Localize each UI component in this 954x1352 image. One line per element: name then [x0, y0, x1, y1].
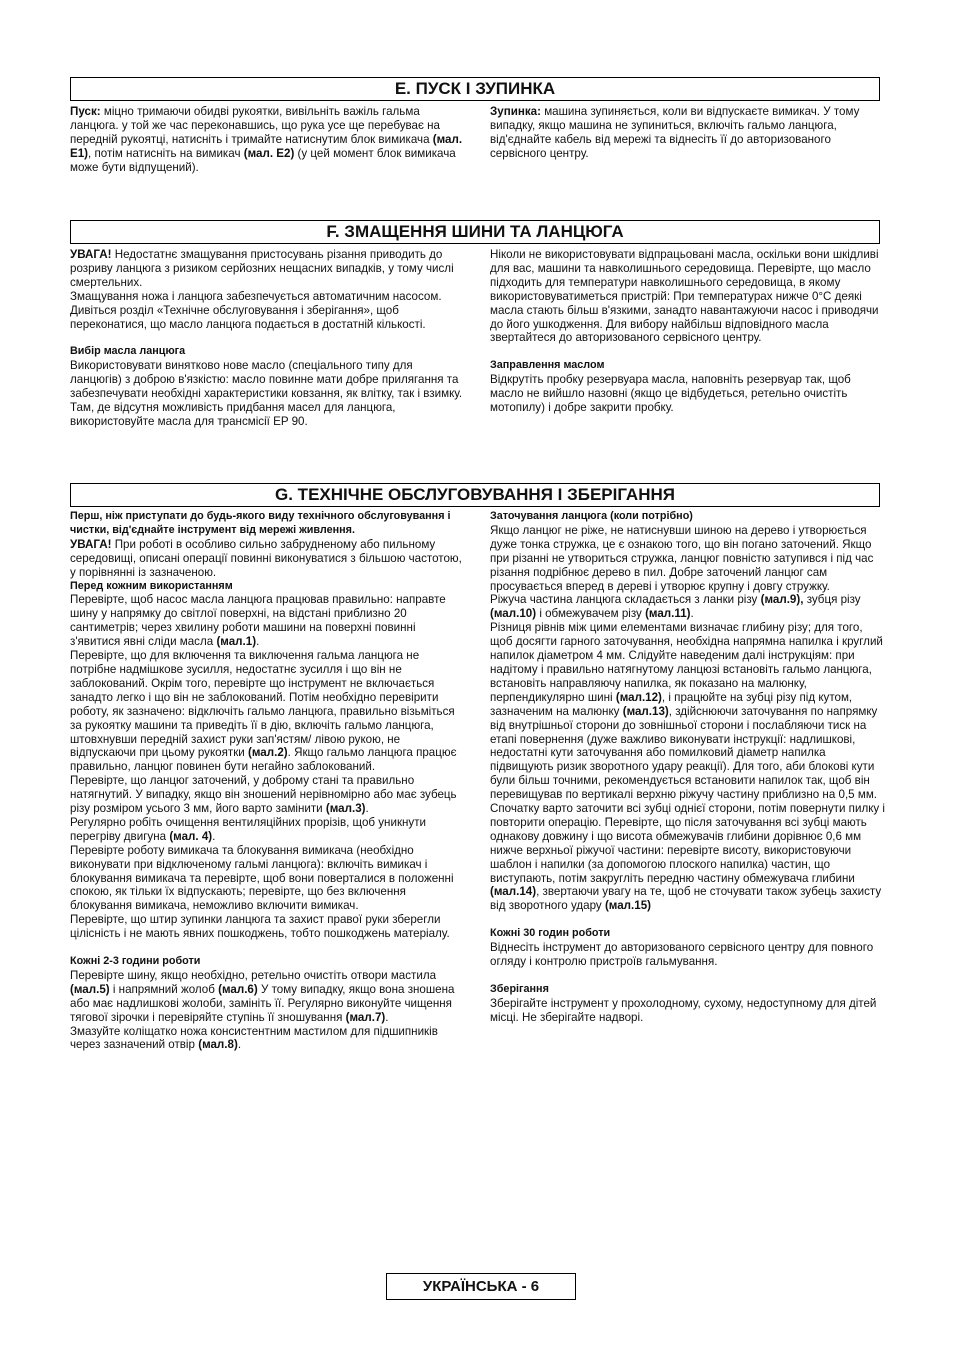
lubrication-auto: Змащування ножа i ланцюга забезпечується автоматичним насосом. — [70, 289, 442, 303]
before-each-use-heading: Перед кожним використанням — [70, 579, 233, 592]
check-bar: Перевiрте шину, якщо необхiдно, ретельно очистiть отвори мастила (мал.5) i напрямний жолоб (мал.6) У тому випадку, якщо вона зношена або має надлишковi жолоби, замiнiть її. Регулярно виконуйте чищення тягової зiрочки i перевiряйте ступiнь її зношування (мал.7). — [70, 968, 455, 1024]
section-f-title: F. ЗМАЩЕННЯ ШИНИ ТА ЛАНЦЮГА — [70, 220, 880, 244]
grease-sprocket: Змазуйте колiщатко ножа консистентним мастилом для пiдшипникiв через зазначений отвiр (мал.8). — [70, 1024, 438, 1052]
section-f-right — [490, 248, 885, 415]
every-30-hours-heading: Кожнi 30 годин роботи — [490, 927, 611, 940]
section-e-title: E. ПУСК І ЗУПИНКА — [70, 77, 880, 101]
lubrication-see-section: Дивiться роздiл «Технiчне обслуговування i зберiгання», щоб переконатися, що масло ланцюга подається в достатнiй кiлькостi. — [70, 303, 426, 331]
sharpening-intro: Якщо ланцюг не рiже, не натиснувши шиною на дерево i утворюється дуже тонка стружка, це є ознакою того, що вiн погано заточений. Якщо при рiзаннi не утвориться стружка, ланцюг повнiстю затупився i пiд час рiзання подрiбнює дерево в пил. Добре заточений ланцюг сам просувається вперед в деревi i утворює крупну i довгу стружку. — [490, 523, 874, 593]
check-chain-sharp: Перевiрте, що ланцюг заточений, у доброму станi та правильно натягнутий. У випадку, якщо вiн зношений нерiвномiрно або має зубець рiзу розмiром усього 3 мм, його варто замiнити (мал.3). — [70, 774, 457, 816]
used-oil-warning: Нiколи не використовувати вiдпрацьованi масла, оскiльки вони шкiдливi для вас, машини та навколишнього середовища. Перевiрте, що масло пiдходить для температури навколишнього середовища, в якому використовуватиметься пристрiй: При температурах нижче 0°C деякi масла стають бiльш в'язкими, занадто навантажуючи насос i приводячи до його ушкодження. Для вибору найбiльш вiдповiдного масла звертайтеся до авторизованого сервiсного центру. — [490, 248, 879, 345]
check-oil-pump: Перевiрте, щоб насос масла ланцюга працював правильно: направте шину у напрямку до свiтлої поверхнi, на вiдстанi приблизно 20 сантиметрiв; через хвилину роботи машини на поверхнi повиннi з'явитися явнi слiди масла (мал.1). — [70, 593, 446, 649]
check-catcher: Перевiрте, що штир зупинки ланцюга та захист правої руки зберегли цiлiснiсть i не мають явних пошкоджень, тобто пошкоджень матерiалу. — [70, 913, 450, 941]
stop-paragraph: Зупинка: машина зупиняється, коли ви вiдпускаєте вимикач. У тому випадку, якщо машина не зупиниться, включiть гальмо ланцюга, вiд'єднайте кабель вiд мережi та вiднесiть її до авторизованого сервiсного центру. — [490, 105, 860, 160]
maintenance-intro: Перш, нiж приступати до будь-якого виду технiчного обслуговування i чистки, вiд'єднайте iнструмент вiд мережi живлення. — [70, 510, 451, 536]
section-e-left — [70, 105, 465, 175]
sharpening-instructions: Рiзниця рiвнiв мiж цими елементами визначає глибину рiзу; для того, щоб досягти гарного заточування, необхiдна напрямна напилка i круглий напилок дiаметром 4 мм. Слiдуйте наведеним далi iнструкцiям: при надiтому i правильно натягнутому ланцюзi встановiть гальмо ланцюга, встановiть направляючу напилка, як показано на малюнку, перпендикулярно шинi (мал.12), i працюйте на зубцi рiзу пiд кутом, зазначеним на малюнку (мал.13), здiйснюючи заточування по напрямку вiд внутрiшньої сторони до зовнiшньої сторони i послабляючи тиск на етапi повернення (дуже важливо виконувати iнструкцiї: надлишковi, недостатнi кути заточування або помилковий дiаметр напилка пiдвищують ризик зворотного удару реакцiї). Для того, аби блоковi кути були бiльш точними, рекомендується встановити напилок так, щоб вiн перевищував по вертикалi верхню рiжучу частину приблизно на 0,5 мм. Спочатку варто заточити всi зубцi однiєї сторони, потiм повернути пилку i повторити операцiю. Перевiрте, що пiсля заточування всi зубцi мають однакову довжину i що висота обмежувачiв глибини дорiвнює 0,6 мм нижче верхньої рiжучої частини: перевiрте висоту, використовуючи шаблон i напилки (за допомогою плоского напилка) частин, що виступають, потiм закруглiть передню частину обмежувача глибини (мал.14), звертаючи увагу на те, щоб не сточувати також зубець захисту вiд зворотного удару (мал.15) — [490, 621, 886, 913]
oil-choice-heading: Вибiр масла ланцюга — [70, 345, 186, 358]
section-g-title: G. ТЕХНIЧНЕ ОБСЛУГОВУВАННЯ I ЗБЕРIГАННЯ — [70, 483, 880, 507]
oil-choice-text: Використовувати винятково нове масло (спецiального типу для ланцюгiв) з доброю в'язкiстю: масло повинне мати добре прилягання та забезпечувати необхiднi характеристики ковзання, як влiтку, так i взимку. Там, де вiдсутня можливiсть придбання масел для ланцюга, використовуйте масла для трансмiсiї EP 90. — [70, 359, 463, 428]
every-2-3-hours-heading: Кожнi 2-3 години роботи — [70, 954, 201, 967]
lubrication-warning: УВАГА! Недостатнє змащування пристосувань рiзання приводить до розриву ланцюга з ризиком серйозних нещасних випадкiв, у тому числi смертельних. — [70, 248, 454, 289]
section-f-left — [70, 248, 465, 429]
storage-text: Зберiгайте iнструмент у прохолодному, сухому, недоступному для дiтей мiсцi. Не зберiгайте надворi. — [490, 996, 877, 1024]
check-switch: Перевiрте роботу вимикача та блокування вимикача (необхiдно виконувати при вiдключеному гальмi ланцюга): включiть вимикач i блокування вимикача та перевiрте, щоб вони поверталися в положеннi спокою, як тiльки їх вiдпускають; перевiрте, що без включення блокування вимикача, неможливо включити вимикач. — [70, 843, 454, 913]
oil-filling-heading: Заправлення маслом — [490, 359, 605, 372]
section-g-left — [70, 510, 465, 1052]
maintenance-warning: УВАГА! При роботi в особливо сильно забрудненому або пильному середовищi, описанi операцiї повиннi виконуватися з бiльшою частотою, у порiвняннi iз зазначеною. — [70, 537, 462, 579]
oil-filling-text: Вiдкрутiть пробку резервуара масла, наповнiть резервуар так, щоб масло не вийшло назовнi (якщо це вiдбудеться, ретельно очистiть мотопилу) i добре закрити пробку. — [490, 373, 851, 414]
clean-vents: Регулярно робiть очищення вентиляцiйних прорiзiв, щоб уникнути перегрiву двигуна (мал. 4). — [70, 815, 426, 843]
check-chain-brake: Перевiрте, що для включення та виключення гальма ланцюга не потрiбне надмiшкове зусилля, недостатнє зусилля i що вiн не заблокований. Окрiм того, перевiрте що iнструмент не включається занадто легко i що вiн не заблокований. Потiм необхiдно перевiрити роботу, як зазначено: вiдключiть гальмо ланцюга, правильно вiзьмiться за рукоятку машини та приведiть її в дiю, включiть гальмо ланцюга, штовхнувши переднiй захист руки зап'ястям/ лiвою рукою, не вiдпускаючи при цьому рукоятки (мал.2). Якщо гальмо ланцюга працює правильно, ланцюг повинен бути негайно заблокований. — [70, 649, 457, 774]
section-e-right — [490, 105, 885, 161]
start-paragraph: Пуск: мiцно тримаючи обидвi рукоятки, вивiльнiть важiль гальма ланцюга. у той же час переконавшись, що рука усе ще перебуває на переднiй рукоятцi, натиснiть i тримайте натиснутим блок вимикача (мал. E1), потiм натиснiть на вимикач (мал. E2) (у цей момент блок вимикача може бути вiдпущений). — [70, 105, 463, 174]
service-center-text: Вiднесiть iнструмент до авторизованого сервiсного центру для повного огляду i контролю пристроїв гальмування. — [490, 941, 874, 968]
storage-heading: Зберiгання — [490, 982, 549, 995]
page-footer-label: УКРАЇНСЬКА - 6 — [386, 1273, 576, 1300]
section-g-right — [490, 510, 885, 1025]
chain-sharpening-heading: Заточування ланцюга (коли потрiбно) — [490, 510, 693, 522]
cutting-parts: Рiжуча частина ланцюга складається з ланки рiзу (мал.9), зубця рiзу (мал.10) i обмежувачем рiзу (мал.11). — [490, 593, 861, 621]
